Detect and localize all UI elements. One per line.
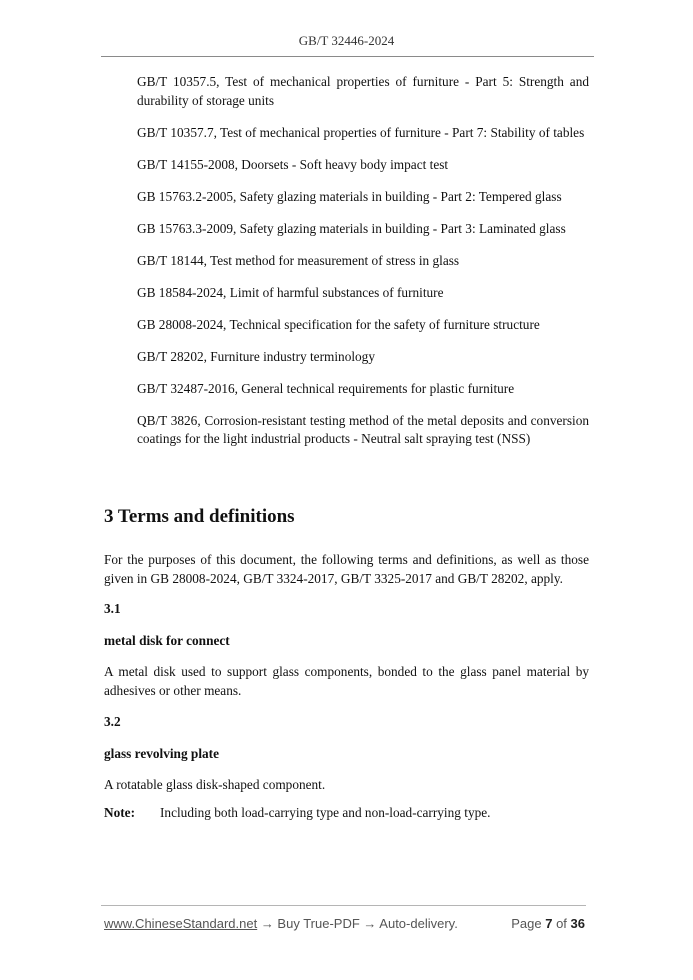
normative-references-list (137, 73, 589, 462)
term-name: metal disk for connect (104, 632, 230, 648)
reference-item: GB 15763.2-2005, Safety glazing materials in building - Part 2: Tempered glass (137, 188, 562, 204)
reference-item: GB 18584-2024, Limit of harmful substances of furniture (137, 284, 444, 300)
note-label: Note: (104, 804, 136, 820)
reference-item: GB/T 18144, Test method for measurement of stress in glass (137, 252, 460, 268)
reference-item: GB/T 10357.5, Test of mechanical properties of furniture - Part 5: Strength and durability of storage units (137, 74, 589, 108)
reference-item: GB/T 14155-2008, Doorsets - Soft heavy body impact test (137, 156, 449, 172)
current-page: 7 (545, 916, 553, 931)
reference-item: GB 28008-2024, Technical specification for the safety of furniture structure (137, 316, 540, 332)
page-number (511, 916, 585, 931)
reference-item: GB/T 28202, Furniture industry terminology (137, 348, 375, 364)
header-divider (101, 56, 594, 57)
page-word: Page (511, 916, 542, 931)
term-name: glass revolving plate (104, 745, 219, 761)
reference-item: QB/T 3826, Corrosion-resistant testing method of the metal deposits and conversion coatings for the light industrial products - Neutral salt spraying test (NSS) (137, 412, 589, 446)
note-text: Including both load-carrying type and non-load-carrying type. (160, 804, 491, 820)
page-header: GB/T 32446-2024 (298, 33, 395, 48)
reference-item: GB/T 32487-2016, General technical requirements for plastic furniture (137, 380, 515, 396)
of-word: of (556, 916, 567, 931)
term-number: 3.2 (104, 714, 121, 729)
section-intro: For the purposes of this document, the following terms and definitions, as well as those given in GB 28008-2024, GB/T 3324-2017, GB/T 3325-2017 and GB/T 28202, apply. (104, 552, 589, 586)
term-note (104, 804, 589, 823)
term-definition: A rotatable glass disk-shaped component. (104, 777, 326, 792)
footer-divider (101, 905, 586, 906)
section-body (104, 551, 589, 822)
reference-item: GB 15763.3-2009, Safety glazing materials in building - Part 3: Laminated glass (137, 220, 566, 236)
footer-promo (104, 916, 458, 931)
footer-tagline: → Buy True-PDF → Auto-delivery. (257, 916, 458, 931)
total-pages: 36 (570, 916, 585, 931)
site-link[interactable]: www.ChineseStandard.net (104, 916, 258, 931)
reference-item: GB/T 10357.7, Test of mechanical properties of furniture - Part 7: Stability of tables (137, 124, 585, 140)
term-definition: A metal disk used to support glass components, bonded to the glass panel material by adhesives or other means. (104, 664, 589, 698)
term-number: 3.1 (104, 601, 121, 616)
section-title: 3 Terms and definitions (104, 506, 295, 527)
